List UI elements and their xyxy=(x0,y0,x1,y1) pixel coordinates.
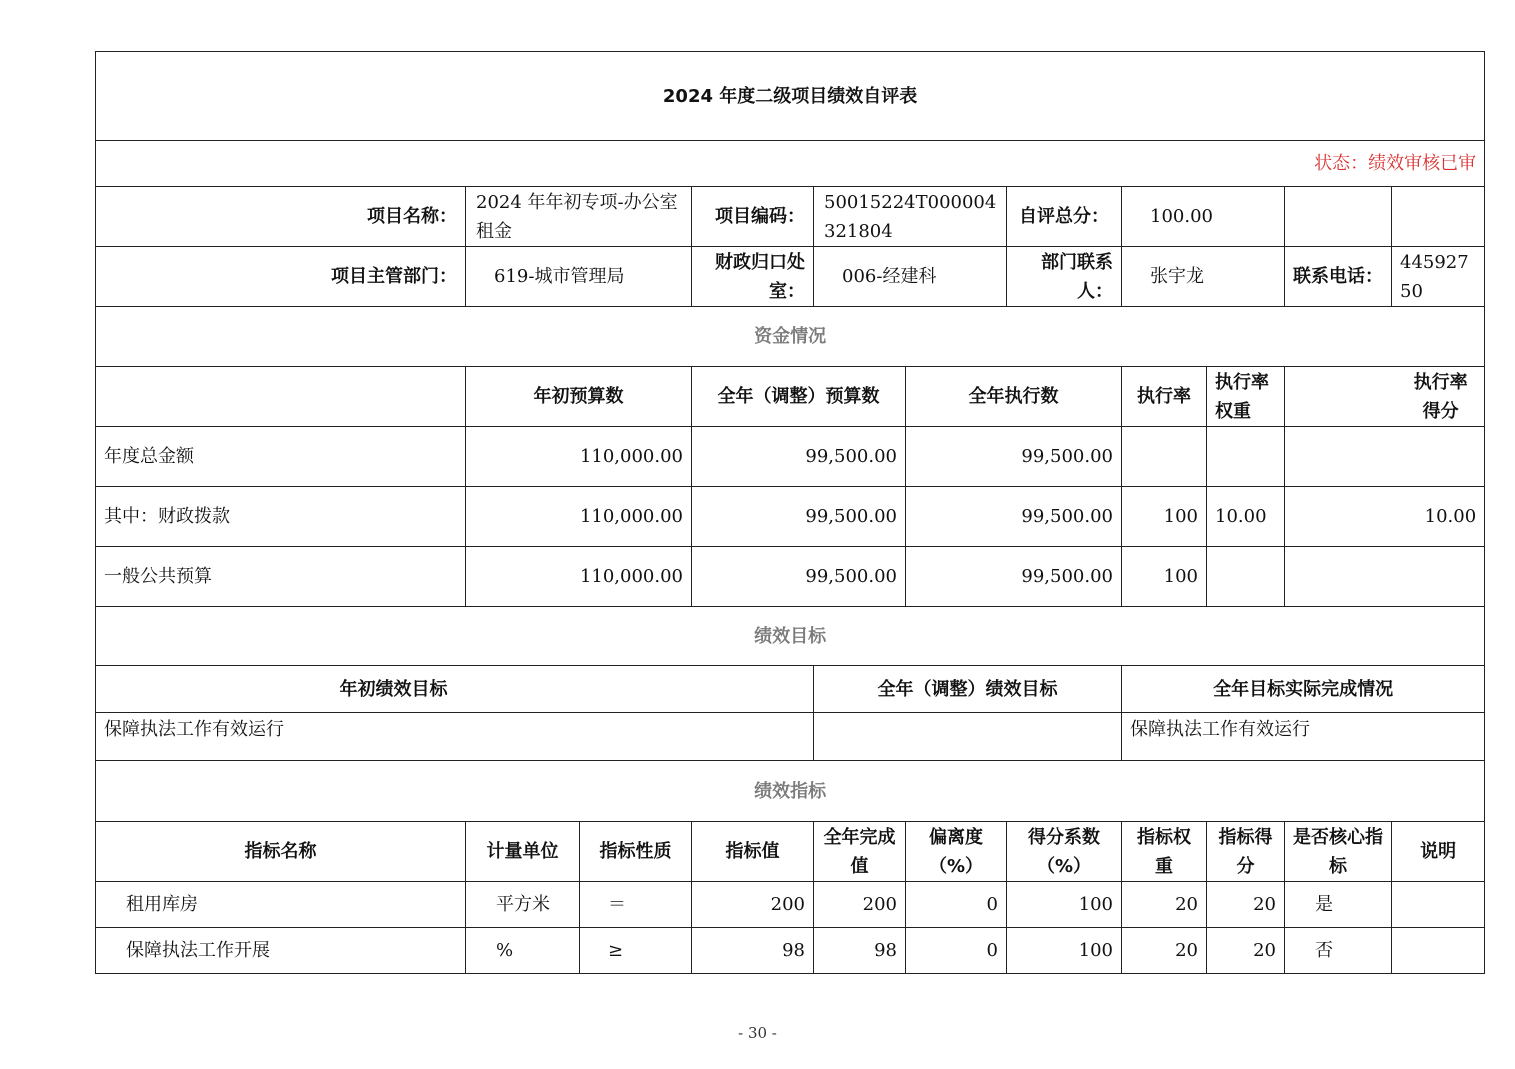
self-evaluation-table xyxy=(95,51,1485,974)
funds-row-executed: 99,500.00 xyxy=(906,487,1122,547)
funds-header-rate: 执行率 xyxy=(1122,367,1207,427)
table-row xyxy=(96,427,1485,487)
goals-initial-value: 保障执法工作有效运行 xyxy=(96,713,814,761)
funds-row-score xyxy=(1285,427,1485,487)
funds-header-score: 执行率得分 xyxy=(1285,367,1485,427)
funds-row-score: 10.00 xyxy=(1285,487,1485,547)
funds-row-rate: 100 xyxy=(1122,547,1207,607)
phone-label: 联系电话： xyxy=(1285,247,1392,307)
table-row xyxy=(96,547,1485,607)
dept-value: 619-城市管理局 xyxy=(466,247,692,307)
indicator-header-deviation: 偏离度（%） xyxy=(906,822,1007,882)
project-name-label: 项目名称： xyxy=(96,187,466,247)
indicator-core: 否 xyxy=(1285,928,1392,974)
funds-row-adjusted: 99,500.00 xyxy=(692,427,906,487)
blank-cell xyxy=(1392,187,1485,247)
funds-row-weight xyxy=(1207,547,1285,607)
indicator-header-weight: 指标权重 xyxy=(1122,822,1207,882)
indicator-coef: 100 xyxy=(1007,882,1122,928)
score-label: 自评总分： xyxy=(1007,187,1122,247)
indicator-coef: 100 xyxy=(1007,928,1122,974)
page-number: - 30 - xyxy=(738,1024,777,1042)
funds-row-score xyxy=(1285,547,1485,607)
blank-cell xyxy=(1285,187,1392,247)
indicator-actual: 98 xyxy=(814,928,906,974)
funds-header-weight: 执行率权重 xyxy=(1207,367,1285,427)
funds-row-executed: 99,500.00 xyxy=(906,427,1122,487)
project-name-value: 2024 年年初专项-办公室租金 xyxy=(466,187,692,247)
funds-row-executed: 99,500.00 xyxy=(906,547,1122,607)
indicator-deviation: 0 xyxy=(906,928,1007,974)
funds-row-initial: 110,000.00 xyxy=(466,547,692,607)
indicator-score: 20 xyxy=(1207,882,1285,928)
phone-value: 44592750 xyxy=(1392,247,1485,307)
funds-header-initial: 年初预算数 xyxy=(466,367,692,427)
indicator-header-score: 指标得分 xyxy=(1207,822,1285,882)
funds-row-weight xyxy=(1207,427,1285,487)
indicator-nature: ≥ xyxy=(580,928,692,974)
score-value: 100.00 xyxy=(1122,187,1285,247)
indicator-core: 是 xyxy=(1285,882,1392,928)
funds-row-initial: 110,000.00 xyxy=(466,427,692,487)
indicator-target: 98 xyxy=(692,928,814,974)
indicator-score: 20 xyxy=(1207,928,1285,974)
blank-cell xyxy=(96,367,466,427)
goals-actual-value: 保障执法工作有效运行 xyxy=(1122,713,1485,761)
funds-section-title: 资金情况 xyxy=(96,307,1485,367)
indicators-section-title: 绩效指标 xyxy=(96,761,1485,822)
indicator-deviation: 0 xyxy=(906,882,1007,928)
goals-adjusted-value xyxy=(814,713,1122,761)
indicator-unit: % xyxy=(466,928,580,974)
funds-row-name: 其中：财政拨款 xyxy=(96,487,466,547)
page-title: 2024 年度二级项目绩效自评表 xyxy=(96,52,1485,141)
goals-header-initial: 年初绩效目标 xyxy=(96,666,814,713)
indicator-target: 200 xyxy=(692,882,814,928)
indicator-header-unit: 计量单位 xyxy=(466,822,580,882)
funds-row-name: 年度总金额 xyxy=(96,427,466,487)
goals-header-adjusted: 全年（调整）绩效目标 xyxy=(814,666,1122,713)
table-row xyxy=(96,882,1485,928)
indicator-note xyxy=(1392,928,1485,974)
indicator-weight: 20 xyxy=(1122,928,1207,974)
funds-row-name: 一般公共预算 xyxy=(96,547,466,607)
contact-value: 张宇龙 xyxy=(1122,247,1285,307)
goals-section-title: 绩效目标 xyxy=(96,607,1485,666)
funds-row-initial: 110,000.00 xyxy=(466,487,692,547)
indicator-unit: 平方米 xyxy=(466,882,580,928)
indicator-header-nature: 指标性质 xyxy=(580,822,692,882)
finance-label: 财政归口处室： xyxy=(692,247,814,307)
indicator-weight: 20 xyxy=(1122,882,1207,928)
funds-row-rate: 100 xyxy=(1122,487,1207,547)
indicator-header-note: 说明 xyxy=(1392,822,1485,882)
funds-row-weight: 10.00 xyxy=(1207,487,1285,547)
funds-row-adjusted: 99,500.00 xyxy=(692,547,906,607)
indicator-note xyxy=(1392,882,1485,928)
indicator-name: 租用库房 xyxy=(96,882,466,928)
indicator-name: 保障执法工作开展 xyxy=(96,928,466,974)
goals-header-actual: 全年目标实际完成情况 xyxy=(1122,666,1485,713)
indicator-header-coef: 得分系数（%） xyxy=(1007,822,1122,882)
project-code-value: 50015224T000004321804 xyxy=(814,187,1007,247)
indicator-header-target: 指标值 xyxy=(692,822,814,882)
funds-row-adjusted: 99,500.00 xyxy=(692,487,906,547)
indicator-nature: ＝ xyxy=(580,882,692,928)
indicator-actual: 200 xyxy=(814,882,906,928)
funds-header-executed: 全年执行数 xyxy=(906,367,1122,427)
funds-header-adjusted: 全年（调整）预算数 xyxy=(692,367,906,427)
indicator-header-core: 是否核心指标 xyxy=(1285,822,1392,882)
contact-label: 部门联系人： xyxy=(1007,247,1122,307)
funds-row-rate xyxy=(1122,427,1207,487)
status-text: 状态：绩效审核已审 xyxy=(96,141,1485,187)
indicator-header-actual: 全年完成值 xyxy=(814,822,906,882)
project-code-label: 项目编码： xyxy=(692,187,814,247)
indicator-header-name: 指标名称 xyxy=(96,822,466,882)
dept-label: 项目主管部门： xyxy=(96,247,466,307)
table-row xyxy=(96,928,1485,974)
table-row xyxy=(96,487,1485,547)
finance-value: 006-经建科 xyxy=(814,247,1007,307)
